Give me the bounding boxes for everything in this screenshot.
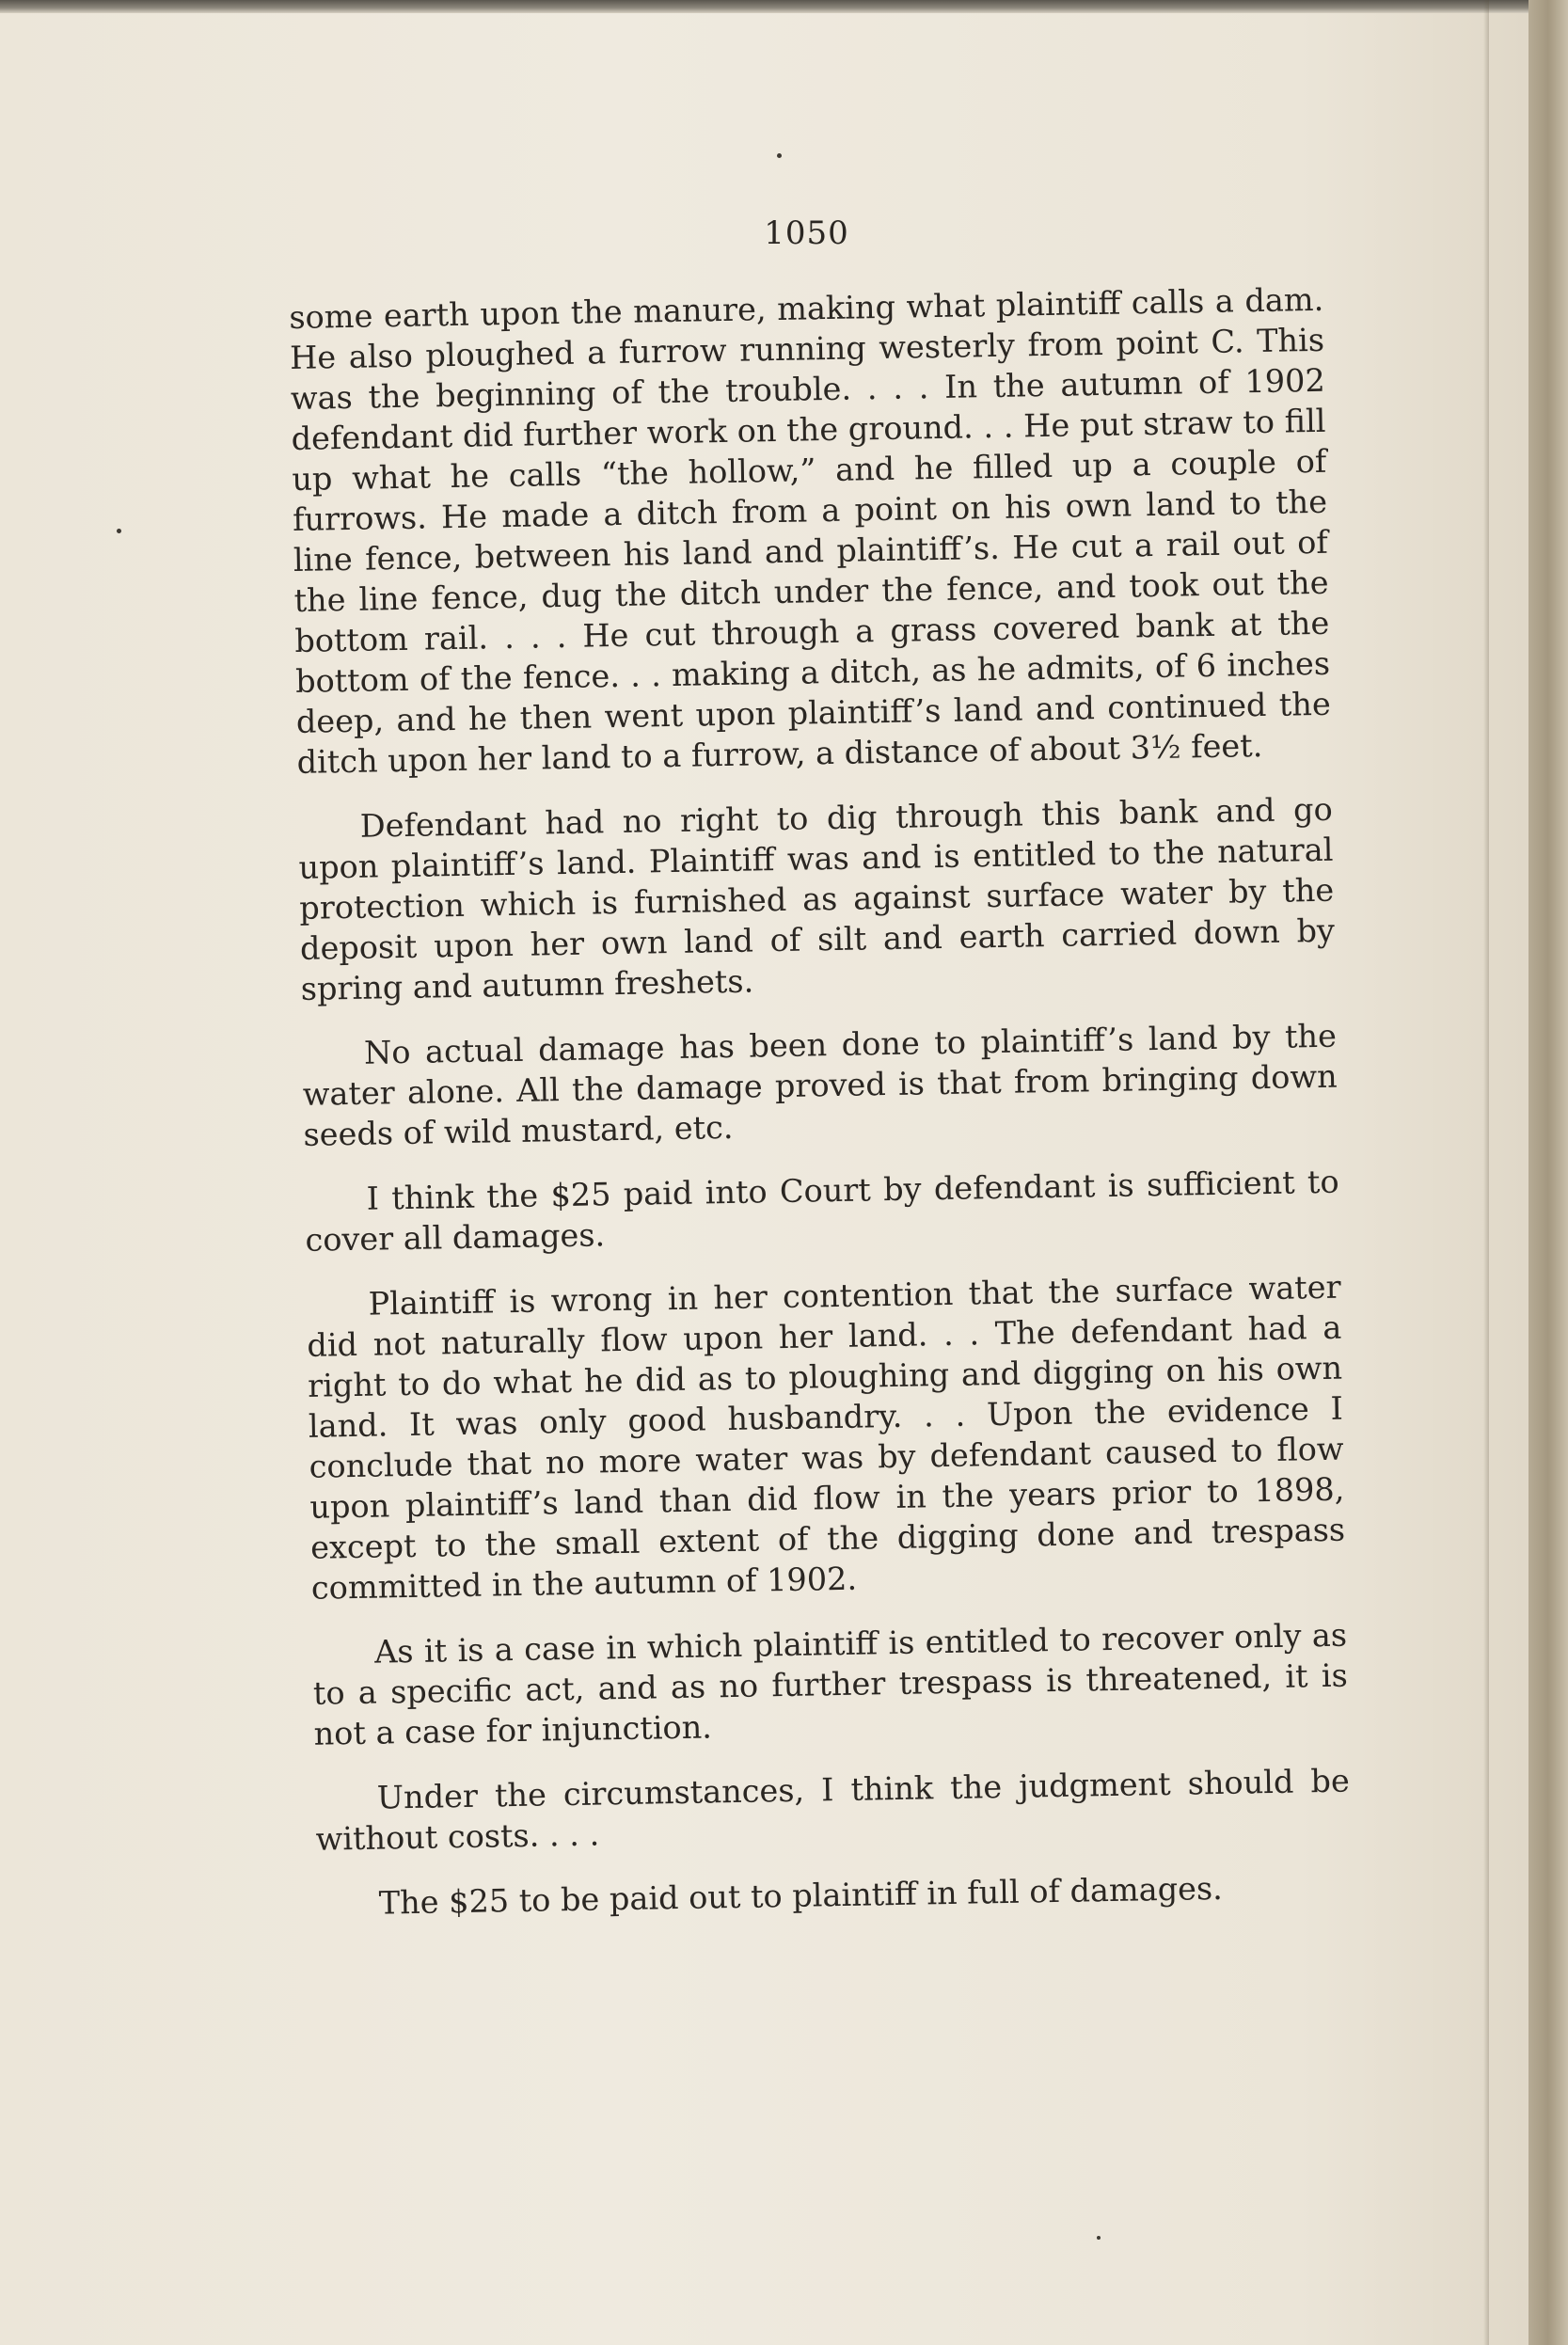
page-gutter-shadow: [1483, 0, 1489, 2345]
paragraph-3: No actual damage has been done to plaintiff’s land by the water alone. All the damage proved is that from bringing down seeds of wild mustard, etc.: [302, 1017, 1338, 1153]
paragraph-7: Under the circumstances, I think the judgment should be without costs. . . .: [315, 1762, 1351, 1858]
paragraph-1: some earth upon the manure, making what plaintiff calls a dam. He also ploughed a furrow running westerly from point C. This was the beginning of the trouble. . . . In the autumn of 1902 defendant did further work on the ground. . . He put straw to fill up what he calls “the hollow,” and he filled up a couple of furrows. He made a ditch from a point on his own land to the line fence, between his land and plaintiff’s. He cut a rail out of the line fence, dug the ditch under the fence, and took out the bottom rail. . . . He cut through a grass covered bank at the bottom of the fence. . . making a ditch, as he admits, of 6 inches deep, and he then went upon plaintiff’s land and continued the ditch upon her land to a furrow, a distance of about 3½ feet.: [289, 280, 1332, 781]
paper-speck: [1097, 2236, 1101, 2240]
paper-speck: [777, 153, 782, 158]
body-text: [289, 279, 1352, 1925]
paragraph-6: As it is a case in which plaintiff is entitled to recover only as to a specific act, and as no further trespass is threatened, it is not a case for injunction.: [312, 1616, 1349, 1752]
paragraph-2: Defendant had no right to dig through this bank and go upon plaintiff’s land. Plaintiff was and is entitled to the natural protection which is furnished as against surface water by the deposit upon her own land of silt and earth carried down by spring and autumn freshets.: [298, 790, 1336, 1007]
paragraph-8: The $25 to be paid out to plaintiff in full of damages.: [378, 1869, 1224, 1922]
adjacent-page-edge: [1528, 0, 1568, 2345]
paragraph-5: Plaintiff is wrong in her contention that the surface water did not naturally flow upon her land. . . The defendant had a right to do what he did as to ploughing and digging on his own land. It was only good husbandry. . . Upon the evidence I conclude that no more water was by defendant caused to flow upon plaintiff’s land than did flow in the years prior to 1898, except to the small extent of the digging done and trespass committed in the autumn of 1902.: [307, 1268, 1346, 1607]
paper-speck: [117, 529, 121, 533]
page-number: 1050: [764, 214, 849, 252]
page-top-shadow: [0, 0, 1528, 13]
paragraph-4: I think the $25 paid into Court by defendant is sufficient to cover all damages.: [305, 1163, 1339, 1259]
